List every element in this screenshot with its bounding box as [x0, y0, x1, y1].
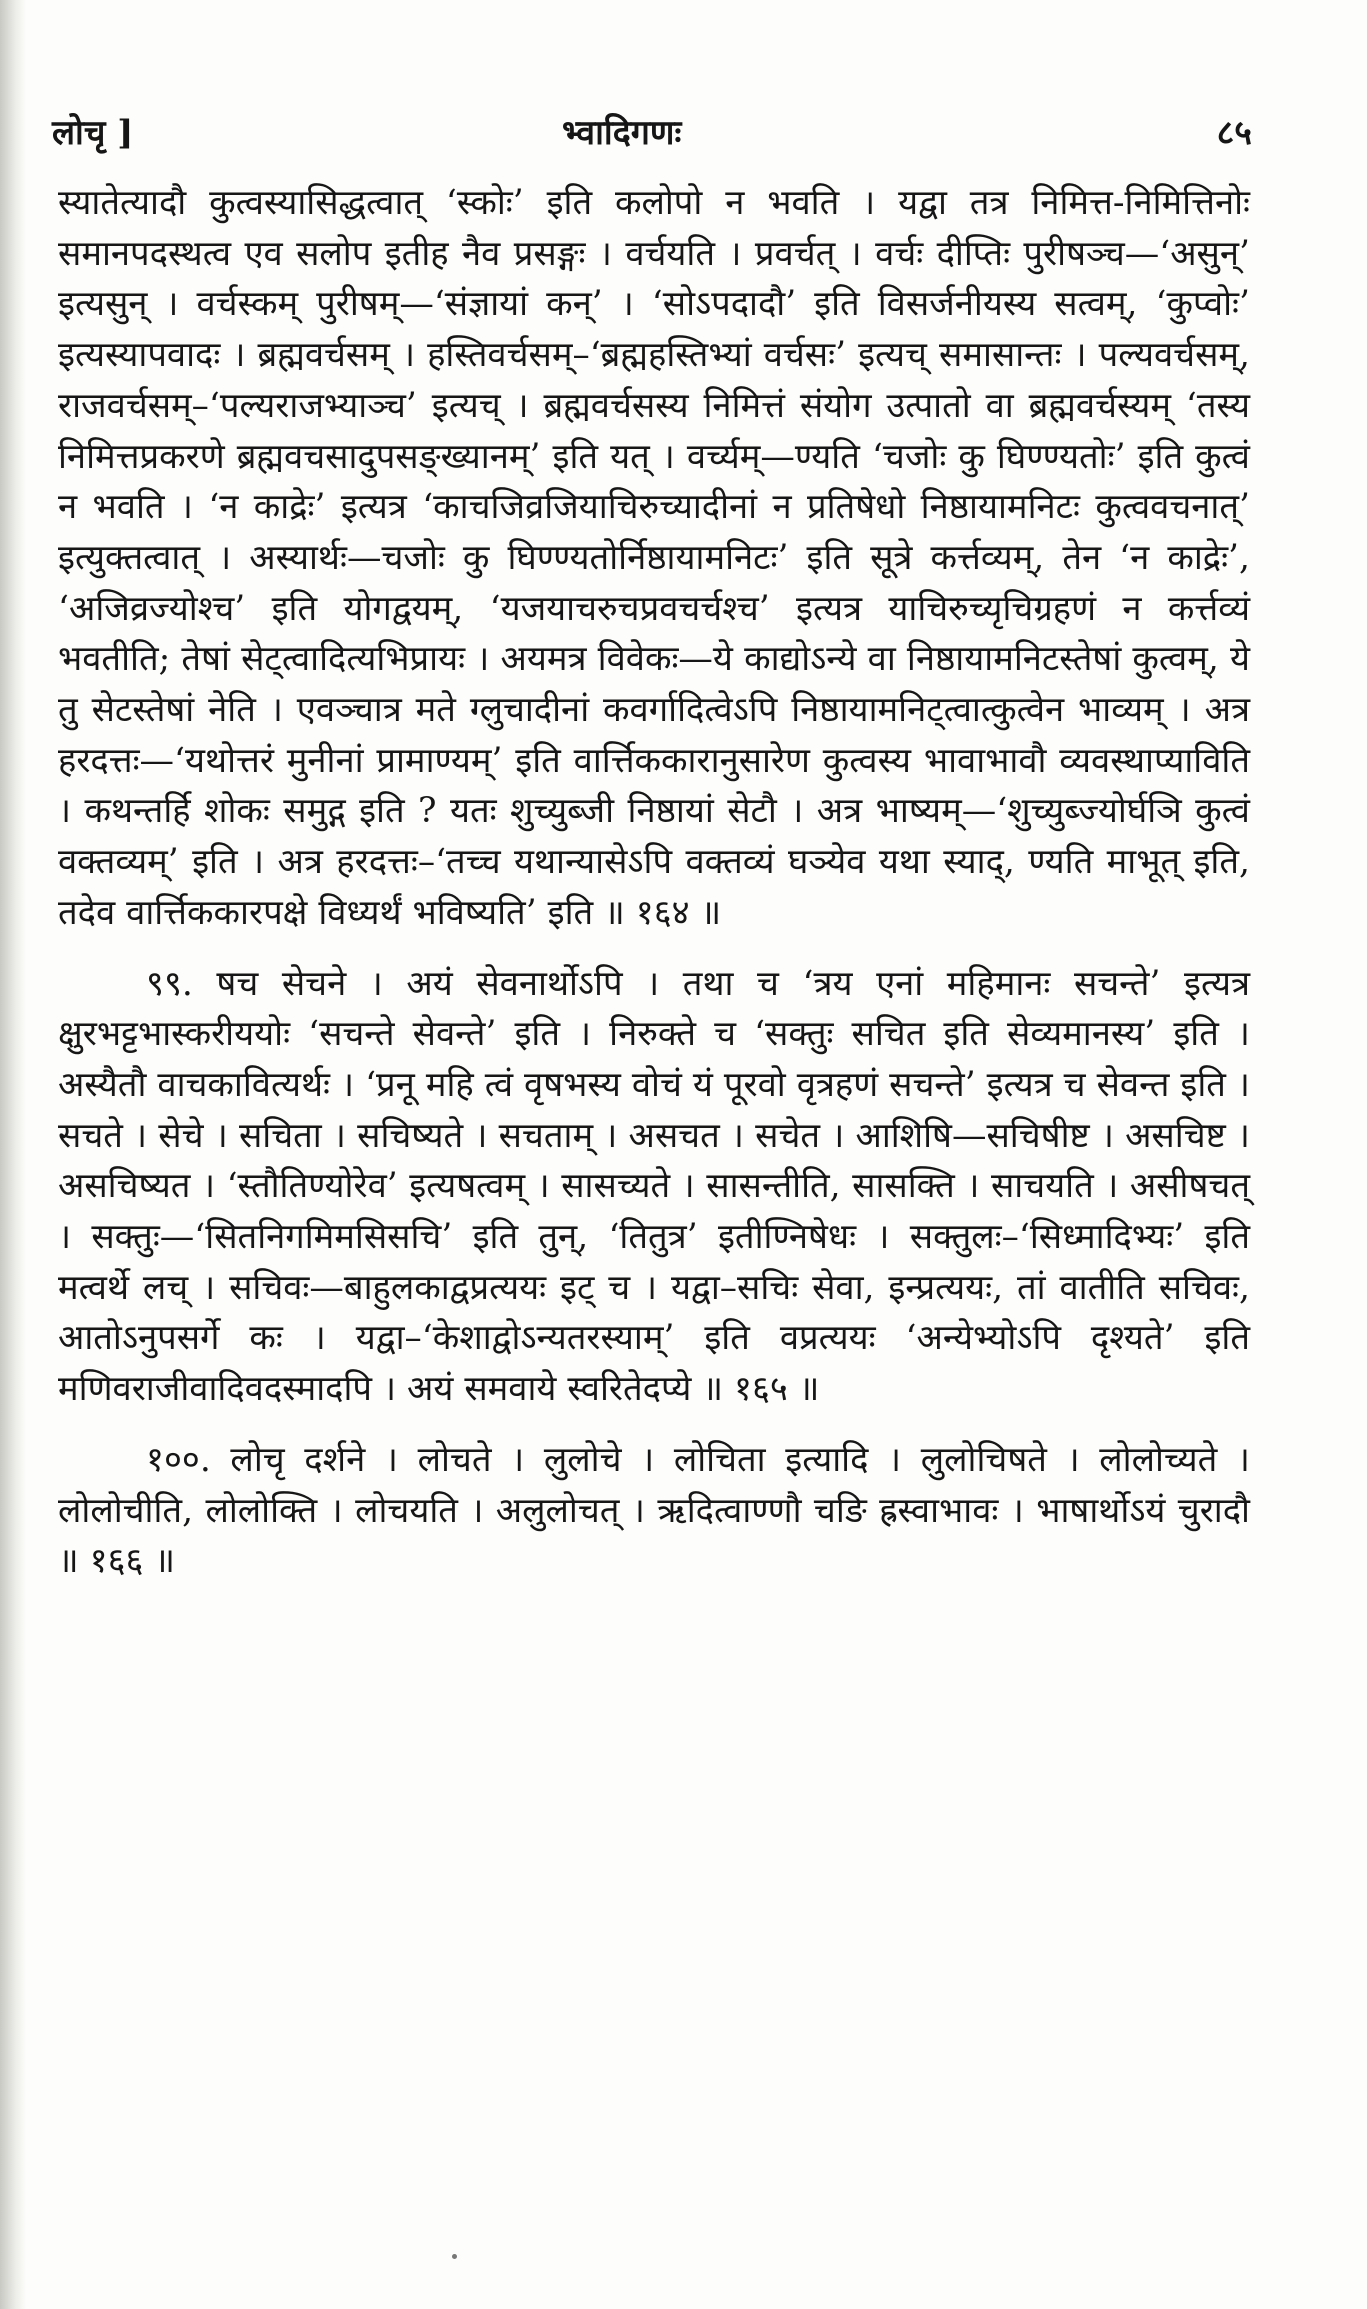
page-number: ८५	[1216, 113, 1252, 153]
binding-edge	[0, 0, 26, 2309]
running-header	[52, 108, 1252, 168]
paragraph-99: ९९. षच सेचने । अयं सेवनार्थोऽपि । तथा च ‘त्रय एनां महिमानः सचन्ते’ इत्यत्र क्षुरभट्टभास्करीययोः ‘सचन्ते सेवन्ते’ इति । निरुक्ते च ‘सक्तुः सचित इति सेव्यमानस्य’ इति । अस्यैतौ वाचकावित्यर्थः । ‘प्रनू महि त्वं वृषभस्य वोचं यं पूरवो वृत्रहणं सचन्ते’ इत्यत्र च सेवन्त इति । सचते । सेचे । सचिता । सचिष्यते । सचताम् । असचत । सचेत । आशिषि—सचिषीष्ट । असचिष्ट । असचिष्यत । ‘स्तौतिण्योरेव’ इत्यषत्वम् । सासच्यते । सासन्तीति, सासक्ति । साचयति । असीषचत् । सक्तुः—‘सितनिगमिमसिसचि’ इति तुन्, ‘तितुत्र’ इतीण्निषेधः । सक्तुलः–‘सिध्मादिभ्यः’ इति मत्वर्थे लच् । सचिवः—बाहुलकाद्वप्रत्ययः इट् च । यद्वा–सचिः सेवा, इन्प्रत्ययः, तां वातीति सचिवः, आतोऽनुपसर्गे कः । यद्वा–‘केशाद्वोऽन्यतरस्याम्’ इति वप्रत्ययः ‘अन्येभ्योऽपि दृश्यते’ इति मणिवराजीवादिवदस्मादपि । अयं समवाये स्वरितेदप्ये ॥ १६५ ॥	[58, 963, 1250, 1410]
paragraph-100: १००. लोचृ दर्शने । लोचते । लुलोचे । लोचिता इत्यादि । लुलोचिषते । लोलोच्यते । लोलोचीति, लोलोक्ति । लोचयति । अलुलोचत् । ऋदित्वाण्णौ चङि ह्रस्वाभावः । भाषार्थोऽयं चुरादौ ॥ १६६ ॥	[58, 1439, 1250, 1582]
print-speck	[452, 2254, 457, 2259]
page-body	[58, 178, 1250, 1587]
paragraph-continued: स्यातेत्यादौ कुत्वस्यासिद्धत्वात् ‘स्कोः’ इति कलोपो न भवति । यद्वा तत्र निमित्त-निमित्तिनोः समानपदस्थत्व एव सलोप इतीह नैव प्रसङ्गः । वर्चयति । प्रवर्चत् । वर्चः दीप्तिः पुरीषञ्च—‘असुन्’ इत्यसुन् । वर्चस्कम् पुरीषम्—‘संज्ञायां कन्’ । ‘सोऽपदादौ’ इति विसर्जनीयस्य सत्वम्, ‘कुप्वोः’ इत्यस्यापवादः । ब्रह्मवर्चसम् । हस्तिवर्चसम्–‘ब्रह्महस्तिभ्यां वर्चसः’ इत्यच् समासान्तः । पल्यवर्चसम्, राजवर्चसम्–‘पल्यराजभ्याञ्च’ इत्यच् । ब्रह्मवर्चसस्य निमित्तं संयोग उत्पातो वा ब्रह्मवर्चस्यम् ‘तस्य निमित्तप्रकरणे ब्रह्मवचसादुपसङ्ख्यानम्’ इति यत् । वर्च्यम्—ण्यति ‘चजोः कु घिण्ण्यतोः’ इति कुत्वं न भवति । ‘न काद्रेः’ इत्यत्र ‘काचजिव्रजियाचिरुच्यादीनां न प्रतिषेधो निष्ठायामनिटः कुत्ववचनात्’ इत्युक्तत्वात् । अस्यार्थः—चजोः कु घिण्ण्यतोर्निष्ठायामनिटः’ इति सूत्रे कर्त्तव्यम्, तेन ‘न काद्रेः’, ‘अजिव्रज्योश्च’ इति योगद्वयम्, ‘यजयाचरुचप्रवचर्चश्च’ इत्यत्र याचिरुच्यृचिग्रहणं न कर्त्तव्यं भवतीति; तेषां सेट्त्वादित्यभिप्रायः । अयमत्र विवेकः—ये काद्योऽन्ये वा निष्ठायामनिटस्तेषां कुत्वम्, ये तु सेटस्तेषां नेति । एवञ्चात्र मते ग्लुचादीनां कवर्गादित्वेऽपि निष्ठायामनिट्त्वात्कुत्वेन भाव्यम् । अत्र हरदत्तः—‘यथोत्तरं मुनीनां प्रामाण्यम्’ इति वार्त्तिककारानुसारेण कुत्वस्य भावाभावौ व्यवस्थाप्याविति । कथन्तर्हि शोकः समुद्ग इति ? यतः शुच्युब्जी निष्ठायां सेटौ । अत्र भाष्यम्—‘शुच्युब्ज्योर्घञि कुत्वं वक्तव्यम्’ इति । अत्र हरदत्तः–‘तच्च यथान्यासेऽपि वक्तव्यं घञ्येव यथा स्याद्, ण्यति माभूत् इति, तदेव वार्त्तिककारपक्षे विध्यर्थं भविष्यति’ इति ॥ १६४ ॥	[58, 183, 1250, 933]
header-section-label: लोचृ ]	[52, 113, 134, 153]
header-chapter-title: भ्वादिगणः	[562, 113, 682, 153]
